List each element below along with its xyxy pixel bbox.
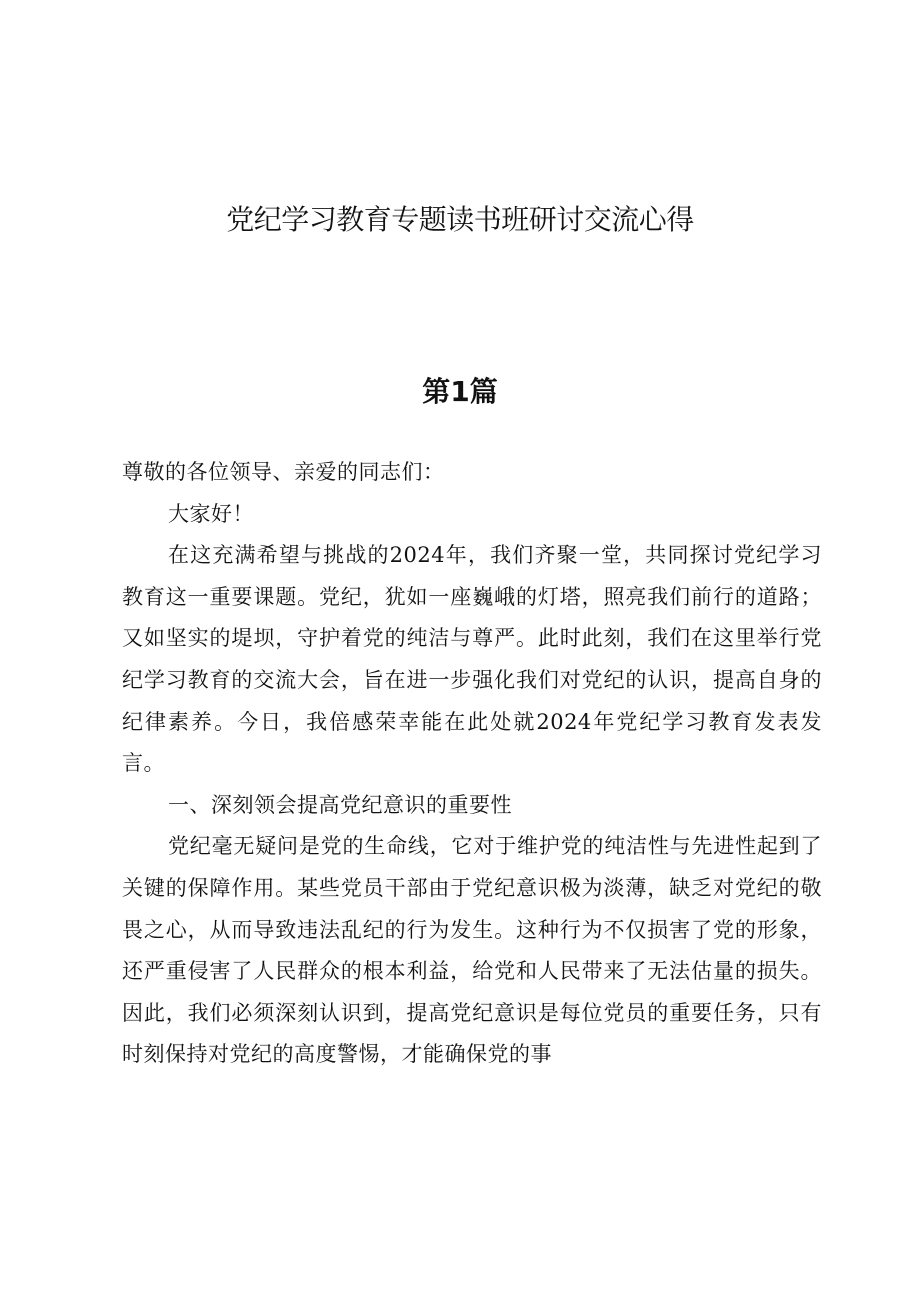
document-title: 党纪学习教育专题读书班研讨交流心得 <box>226 203 694 236</box>
greeting: 大家好！ <box>168 501 254 526</box>
salutation: 尊敬的各位领导、亲爱的同志们： <box>122 460 445 484</box>
chapter-title: 第1篇 <box>422 375 498 408</box>
paragraph-section-1: 党纪毫无疑问是党的生命线，它对于维护党的纯洁性与先进性起到了关键的保障作用。某些党员干部由于党纪意识极为淡薄，缺乏对党纪的敬畏之心，从而导致违法乱纪的行为发生。这种行为不仅损害了党的形象，还严重侵害了人民群众的根本利益，给党和人民带来了无法估量的损失。因此，我们必须深刻认识到，提高党纪意识是每位党员的重要任务，只有时刻保持对党纪的高度警惕，才能确保党的事 <box>122 834 822 1067</box>
section-heading-1: 一、深刻领会提高党纪意识的重要性 <box>168 792 512 817</box>
paragraph-intro: 在这充满希望与挑战的2024年，我们齐聚一堂，共同探讨党纪学习教育这一重要课题。党纪，犹如一座巍峨的灯塔，照亮我们前行的道路；又如坚实的堤坝，守护着党的纯洁与尊严。此时此刻，我们在这里举行党纪学习教育的交流大会，旨在进一步强化我们对党纪的认识，提高自身的纪律素养。今日，我倍感荣幸能在此处就2024年党纪学习教育发表发言。 <box>122 543 822 776</box>
document-body <box>122 452 822 1076</box>
